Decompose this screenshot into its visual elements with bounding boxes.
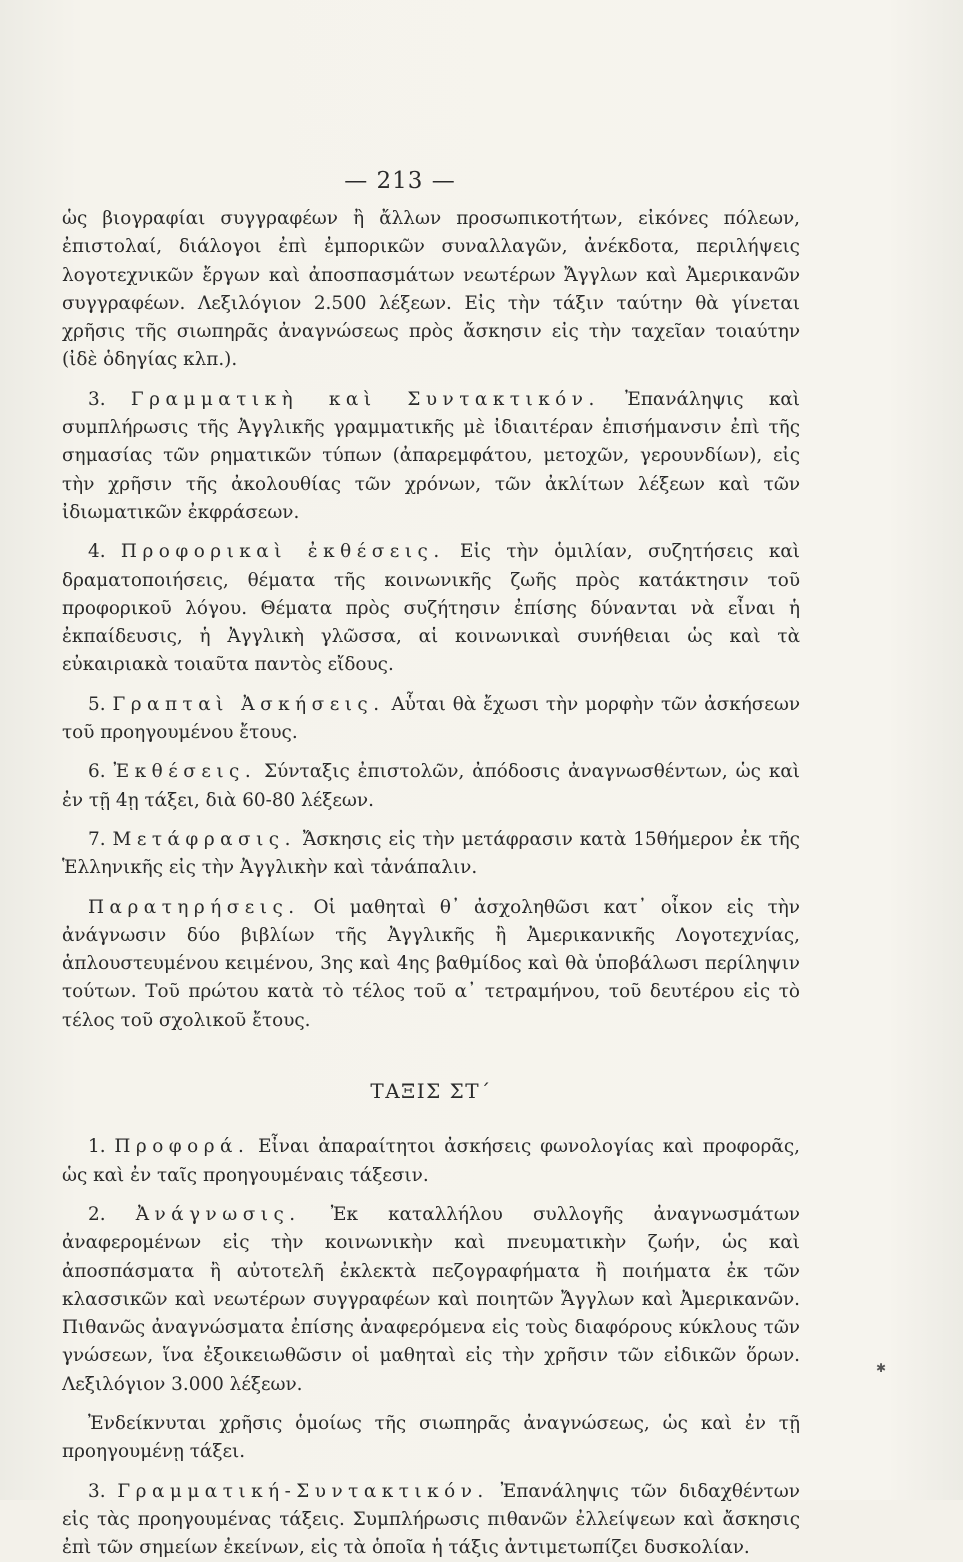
paragraph-reading bbox=[62, 1201, 800, 1399]
paragraph-grammar-syntax bbox=[62, 1478, 800, 1562]
item-number: 4. bbox=[88, 541, 106, 563]
item-text: Εἰς τὴν ὁμιλίαν, συζητήσεις καὶ δραματοποιήσεις, θέματα τῆς κοινωνικῆς ζωῆς πρὸς κατάκτησιν τοῦ προφορικοῦ λόγου. Θέματα πρὸς συζήτησιν ἐπίσης δύνανται νὰ εἶναι ἡ ἐκπαίδευσις, ἡ Ἀγγλικὴ γλῶσσα, αἱ κοινωνικαὶ συνήθειαι ὡς καὶ τὰ εὐκαιριακὰ τοιαῦτα παντὸς εἴδους. bbox=[62, 541, 800, 676]
item-text: Ἐπανάληψις καὶ συμπλήρωσις τῆς Ἀγγλικῆς γραμματικῆς μὲ ἰδιαιτέραν ἐπισήμανσιν ἐπὶ τῆς σημασίας τῶν ρηματικῶν τύπων (ἀπαρεμφάτου, μετοχῶν, γερουνδίων), εἰς τὴν χρῆσιν τῆς ἀκολουθίας τῶν χρόνων, τῶν ἀκλίτων λέξεων καὶ τῶν ἰδιωματικῶν ἐκφράσεων. bbox=[62, 388, 800, 523]
item-heading: Γραμματική-Συντακτικόν. bbox=[117, 1480, 489, 1502]
item-number: 1. bbox=[88, 1136, 106, 1158]
item-number: 2. bbox=[88, 1203, 106, 1225]
paragraph-intro: ὡς βιογραφίαι συγγραφέων ἢ ἄλλων προσωπικοτήτων, εἰκόνες πόλεων, ἐπιστολαί, διάλογοι ἐπὶ ἐμπορικῶν συναλλαγῶν, ἀνέκδοτα, περιλήψεις λογοτεχνικῶν ἔργων καὶ ἀποσπασμάτων νεωτέρων Ἄγγλων καὶ Ἀμερικανῶν συγγραφέων. Λεξιλόγιον 2.500 λέξεων. Εἰς τὴν τάξιν ταύτην θὰ γίνεται χρῆσις τῆς σιωπηρᾶς ἀναγνώσεως πρὸς ἄσκησιν εἰς τὴν ταχεῖαν τοιαύτην (ἰδὲ ὁδηγίας κλπ.). bbox=[62, 208, 800, 371]
paragraph-pronunciation bbox=[62, 1133, 800, 1190]
item-heading: Ἐκθέσεις. bbox=[113, 761, 257, 783]
paragraph-translation bbox=[62, 826, 800, 883]
paragraph-essays bbox=[62, 758, 800, 815]
item-heading: Παρατηρήσεις. bbox=[88, 896, 300, 918]
paragraph-grammar bbox=[62, 386, 800, 527]
item-heading: Προφορά. bbox=[114, 1136, 250, 1158]
item-text: Ἄσκησις εἰς τὴν μετάφρασιν κατὰ 15θήμερον ἐκ τῆς Ἑλληνικῆς εἰς τὴν Ἀγγλικὴν καὶ τἀνάπαλιν. bbox=[62, 828, 800, 879]
page-body bbox=[62, 205, 800, 1562]
item-text: Αὗται θὰ ἔχωσι τὴν μορφὴν τῶν ἀσκήσεων τοῦ προηγουμένου ἔτους. bbox=[62, 693, 801, 744]
item-text: Εἶναι ἀπαραίτητοι ἀσκήσεις φωνολογίας καὶ προφορᾶς, ὡς καὶ ἐν ταῖς προηγουμέναις τάξεσιν. bbox=[62, 1136, 800, 1186]
item-number: 6. bbox=[88, 761, 106, 783]
item-text: Οἱ μαθηταὶ θ᾿ ἀσχοληθῶσι κατ᾿ οἶκον εἰς τὴν ἀνάγνωσιν δύο βιβλίων τῆς Ἀγγλικῆς ἢ Ἀμερικανικῆς Λογοτεχνίας, ἁπλουστευμένου κειμένου, 3ης καὶ 4ης βαθμίδος καὶ θὰ ὑποβάλωσι περίληψιν τούτων. Τοῦ πρώτου κατὰ τὸ τέλος τοῦ α᾿ τετραμήνου, τοῦ δευτέρου εἰς τὸ τέλος τοῦ σχολικοῦ ἔτους. bbox=[62, 896, 800, 1031]
ink-mark-icon: ✱ bbox=[876, 1361, 887, 1375]
item-text: Σύνταξις ἐπιστολῶν, ἀπόδοσις ἀναγνωσθέντων, ὡς καὶ ἐν τῇ 4ῃ τάξει, διὰ 60-80 λέξεων. bbox=[62, 761, 800, 811]
item-heading: Προφορικαὶ ἐκθέσεις. bbox=[120, 541, 445, 563]
item-number: 3. bbox=[88, 1480, 106, 1502]
page-number: — 213 — bbox=[344, 168, 456, 194]
item-heading: Ἀνάγνωσις. bbox=[135, 1203, 301, 1225]
item-heading: Μετάφρασις. bbox=[112, 828, 296, 850]
item-heading: Γραμματικὴ καὶ Συντακτικόν. bbox=[130, 388, 600, 410]
item-number: 7. bbox=[88, 828, 106, 850]
item-text: Ἐπανάληψις τῶν διδαχθέντων εἰς τὰς προηγουμένας τάξεις. Συμπλήρωσις πιθανῶν ἐλλείψεων καὶ ἄσκησις ἐπὶ τῶν σημείων ἐκείνων, εἰς τὰ ὁποῖα ἡ τάξις ἀντιμετωπίζει δυσκολίαν. bbox=[62, 1480, 800, 1559]
section-title: ΤΑΞΙΣ ΣΤ΄ bbox=[370, 1079, 492, 1104]
paragraph-silent-reading: Ἐνδείκνυται χρῆσις ὁμοίως τῆς σιωπηρᾶς ἀναγνώσεως, ὡς καὶ ἐν τῇ προηγουμένῃ τάξει. bbox=[62, 1412, 800, 1463]
paragraph-remarks bbox=[62, 894, 800, 1035]
item-number: 3. bbox=[88, 388, 106, 410]
item-number: 5. bbox=[88, 693, 106, 715]
item-heading: Γραπταὶ Ἀσκήσεις. bbox=[112, 693, 385, 715]
item-text: Ἐκ καταλλήλου συλλογῆς ἀναγνωσμάτων ἀναφερομένων εἰς τὴν κοινωνικὴν καὶ πνευματικὴν ζωήν, ὡς καὶ ἀποσπάσματα ἢ αὐτοτελῆ ἐκλεκτὰ πεζογραφήματα ἢ ποιήματα ἐκ τῶν κλασσικῶν καὶ νεωτέρων συγγραφέων καὶ ποιητῶν Ἄγγλων καὶ Ἀμερικανῶν. Πιθανῶς ἀναγνώσματα ἐπίσης ἀναφερόμενα εἰς τοὺς διαφόρους κύκλους τῶν γνώσεων, ἵνα ἐξοικειωθῶσιν οἱ μαθηταὶ εἰς τὴν χρῆσιν τῶν εἰδικῶν ὅρων. Λεξιλόγιον 3.000 λέξεων. bbox=[62, 1203, 800, 1395]
paragraph-oral-essays bbox=[62, 538, 800, 679]
paragraph-written-exercises bbox=[62, 691, 800, 748]
